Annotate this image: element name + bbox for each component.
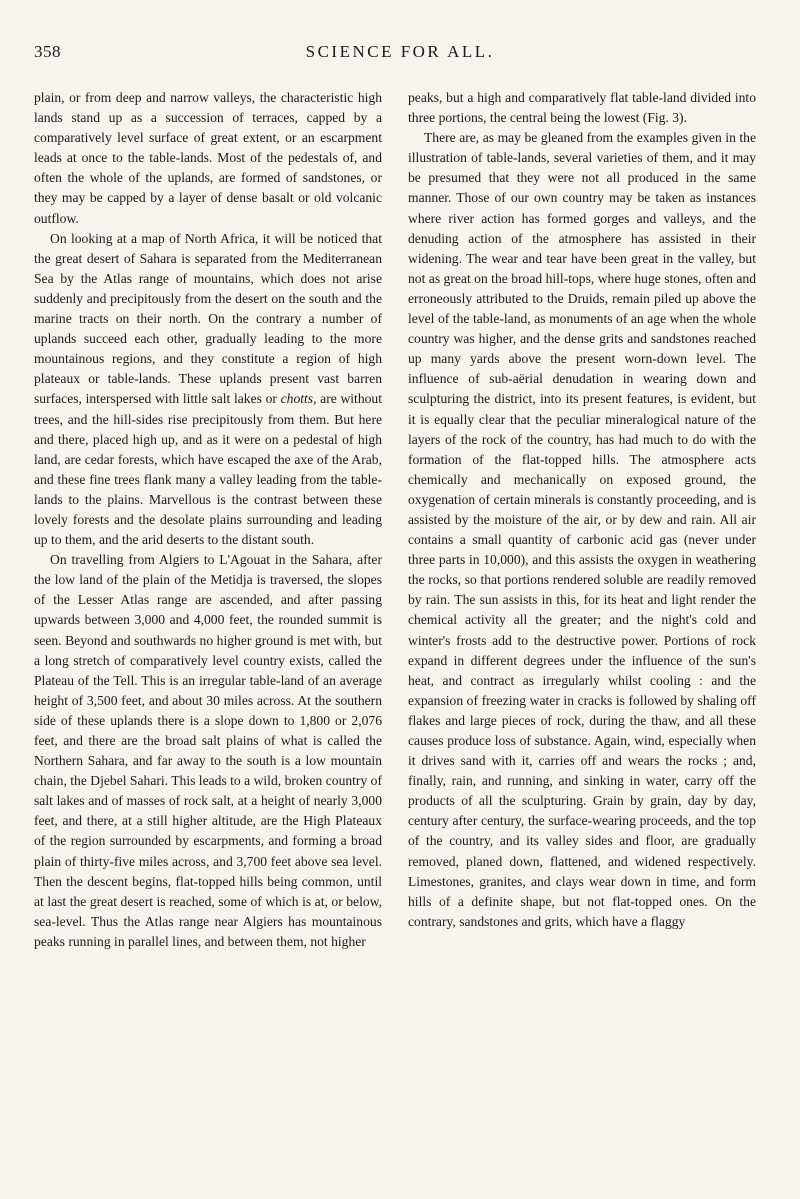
left-text-column <box>34 88 382 952</box>
paragraph: plain, or from deep and narrow valleys, the characteristic high lands stand up as a succession of terraces, capped by a comparatively level surface of great extent, or an escarpment leads at once to the table-lands. Most of the pedestals of, and often the whole of the uplands, are formed of sandstones, or they may be capped by a layer of dense basalt or old volcanic outflow. <box>34 90 382 226</box>
running-title: SCIENCE FOR ALL. <box>305 42 495 61</box>
right-text-column <box>408 88 756 932</box>
paragraph: There are, as may be gleaned from the examples given in the illustration of table-lands, several varieties of them, and it may be presumed that they were not all produced in the same manner. Those of our own country may be taken as instances where river action has formed gorges and valleys, and the denuding action of the atmosphere has assisted in their widening. The wear and tear have been great in the valley, but not as great on the broad hill-tops, where huge stones, often and erroneously attributed to the Druids, remain piled up above the level of the table-land, as monuments of an age when the whole country was higher, and the dense grits and sandstones reached up many yards above the present worn-down level. The influence of sub-aërial denudation in wearing down and sculpturing the district, into its present features, is evident, but it is equally clear that the peculiar mineralogical nature of the layers of the rock of the country, has had much to do with the formation of the flat-topped hills. The atmosphere acts chemically and mechanically on exposed ground, the oxygenation of certain minerals is constantly proceeding, and is assisted by the moisture of the air, or by dew and rain. All air contains a small quantity of carbonic acid gas (never under three parts in 10,000), and this assists the oxygen in weathering the rocks, so that portions rendered soluble are readily removed by rain. The sun assists in this, for its heat and light render the chemical activity all the greater; and the night's cold and winter's frosts add to the destructive power. Portions of rock expand in different degrees under the influence of the sun's heat, and contract as irregularly whilst cooling : and the expansion of freezing water in cracks is followed by shaling off flakes and large pieces of rock, during the thaw, and all these causes produce loss of substance. Again, wind, especially when it drives sand with it, carries off and wears the rocks ; and, finally, rain, and running, and sinking in water, carry off the products of all the sculpturing. Grain by grain, day by day, century after century, the surface-wearing proceeds, and the top of the country, and its valley sides and floor, are gradually removed, planed down, flattened, and widened respectively. Limestones, granites, and clays wear down in time, and form hills of a definite shape, but not flat-topped ones. On the contrary, sandstones and grits, which have a flaggy <box>408 130 756 929</box>
page-number: 358 <box>34 42 61 61</box>
paragraph: peaks, but a high and comparatively flat table-land divided into three portions, the central being the lowest (Fig. 3). <box>408 90 756 126</box>
italic-term: chotts <box>280 391 314 407</box>
page-header <box>34 42 766 66</box>
paragraph: On looking at a map of North Africa, it will be noticed that the great desert of Sahara is separated from the Mediterranean Sea by the Atlas range of mountains, which does not arise suddenly and precipitously from the desert on the south and the marine tracts on their north. On the contrary a number of uplands succeed each other, gradually leading to the more mountainous regions, and they constitute a region of high plateaux or table-lands. These uplands present vast barren surfaces, interspersed with little salt lakes or chotts, are without trees, and the hill-sides rise precipitously from them. But here and there, placed high up, and as it were on a pedestal of high land, are cedar forests, which have escaped the axe of the Arab, and these fine trees flank many a valley leading from the table-lands to the plains. Marvellous is the contrast between these lovely forests and the desolate plains surrounding and leading up to them, and the arid deserts to the distant south. <box>34 230 382 548</box>
paragraph: On travelling from Algiers to L'Agouat in the Sahara, after the low land of the plain of the Metidja is traversed, the slopes of the Lesser Atlas range are ascended, and after passing upwards between 3,000 and 4,000 feet, the rounded summit is seen. Beyond and southwards no higher ground is met with, but a long stretch of comparatively level country exists, called the Plateau of the Tell. This is an irregular table-land of an average height of 3,500 feet, and about 30 miles across. At the southern side of these uplands there is a slope down to 1,800 or 2,076 feet, and there are the broad salt plains of what is called the Northern Sahara, and far away to the south is a low mountain chain, the Djebel Sahari. This leads to a wild, broken country of salt lakes and of masses of rock salt, at a height of nearly 3,000 feet, and there, at a still higher altitude, are the High Plateaux of the region surrounded by escarpments, and forming a broad plain of thirty-five miles across, and 3,700 feet above sea level. Then the descent begins, flat-topped hills being common, until at last the great desert is reached, some of which is at, or below, sea-level. Thus the Atlas range near Algiers has mountainous peaks running in parallel lines, and between them, not higher <box>34 552 382 949</box>
